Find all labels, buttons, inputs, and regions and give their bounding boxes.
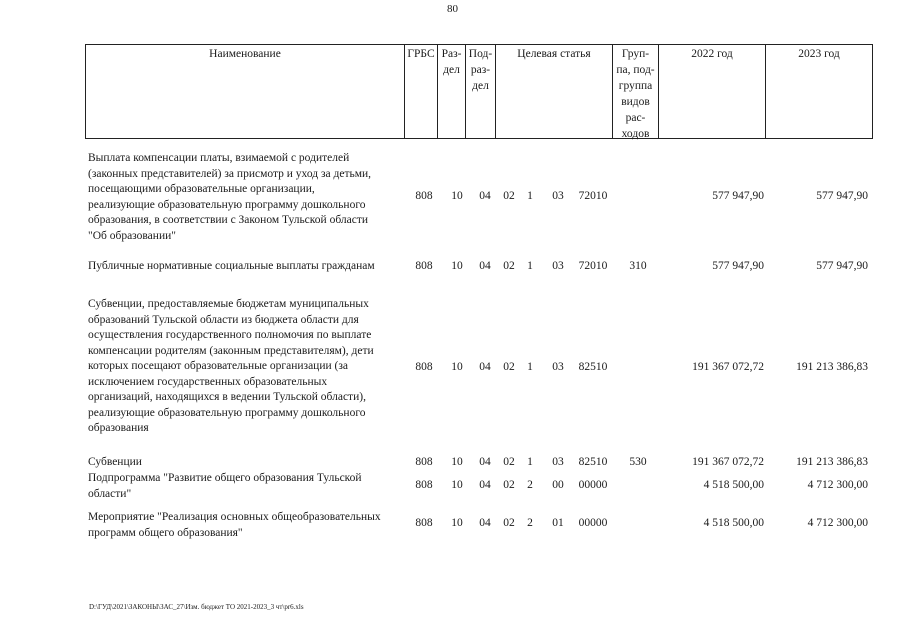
cell-target-code: 00000	[578, 479, 608, 491]
row-name-line: программ общего образования"	[88, 526, 243, 539]
cell-podrazdel: 04	[479, 479, 491, 491]
cell-2022: 4 518 500,00	[703, 479, 764, 491]
cell-razdel: 10	[451, 479, 463, 491]
cell-target-program: 02	[503, 456, 515, 468]
row-name-line: образований Тульской области из бюджета области для	[88, 313, 359, 326]
cell-target-code: 72010	[578, 260, 608, 272]
header-group-line: группа	[618, 80, 653, 92]
file-path-footer: D:\ГУД\2021\ЗАКОНЫ\ЗАС_27\Изм. бюджет ТО 2021-2023_3 чт\pr6.xls	[89, 603, 304, 611]
cell-grbs: 808	[415, 260, 433, 272]
cell-target-program: 02	[503, 260, 515, 272]
row-name-line: образования	[88, 422, 149, 434]
cell-grbs: 808	[415, 361, 433, 373]
table-row	[88, 455, 870, 471]
header-podrazdel	[466, 45, 496, 138]
header-razdel-line: дел	[443, 64, 460, 76]
cell-target-subprogram: 2	[527, 517, 533, 529]
cell-grbs: 808	[415, 456, 433, 468]
cell-target-subprogram: 1	[527, 361, 533, 373]
cell-target-event: 00	[552, 479, 564, 491]
header-group-line: па, под-	[616, 64, 655, 76]
cell-podrazdel: 04	[479, 260, 491, 272]
header-group-line: видов	[621, 96, 650, 108]
table-row	[88, 471, 870, 503]
cell-target-code: 72010	[578, 190, 608, 202]
cell-target-program: 02	[503, 361, 515, 373]
row-name-line: реализующие образовательную программу дошкольного	[88, 198, 366, 211]
header-target: Целевая статья	[496, 45, 613, 138]
table-row	[88, 151, 870, 246]
cell-target-code: 82510	[578, 361, 608, 373]
row-name-line: (законных представителей) за присмотр и уход за детьми,	[88, 167, 372, 180]
header-podrazdel-line: раз-	[470, 64, 491, 76]
cell-2022: 577 947,90	[712, 190, 764, 202]
cell-podrazdel: 04	[479, 361, 491, 373]
cell-target-event: 03	[552, 190, 564, 202]
cell-2023: 191 213 386,83	[796, 456, 868, 468]
row-name-line: исключением государственных образовательных	[88, 375, 328, 388]
cell-target-event: 01	[552, 517, 564, 529]
cell-target-event: 03	[552, 260, 564, 272]
cell-razdel: 10	[451, 361, 463, 373]
header-group	[613, 45, 659, 138]
row-name-line: Выплата компенсации платы, взимаемой с родителей	[88, 152, 350, 164]
cell-target-program: 02	[503, 190, 515, 202]
row-name-line: образования, в соответствии с Законом Тульской области	[88, 214, 369, 226]
cell-podrazdel: 04	[479, 517, 491, 529]
cell-grbs: 808	[415, 479, 433, 491]
cell-2022: 577 947,90	[712, 260, 764, 272]
table-row	[88, 259, 870, 275]
row-name	[88, 151, 406, 244]
cell-razdel: 10	[451, 190, 463, 202]
table-row	[88, 510, 870, 542]
header-podrazdel-line: Под-	[468, 48, 493, 60]
row-name	[88, 471, 406, 502]
cell-target-subprogram: 1	[527, 190, 533, 202]
header-grbs: ГРБС	[405, 45, 438, 138]
row-name-line: области"	[88, 487, 132, 500]
row-name-line: осуществления государственного полномочия по выплате	[88, 329, 372, 341]
cell-target-code: 00000	[578, 517, 608, 529]
row-name-line: Мероприятие "Реализация основных общеобразовательных	[88, 511, 381, 523]
cell-grbs: 808	[415, 517, 433, 529]
row-name-line: Подпрограмма "Развитие общего образования Тульской	[88, 472, 362, 484]
row-name	[88, 510, 418, 541]
cell-2022: 191 367 072,72	[692, 361, 764, 373]
cell-2022: 191 367 072,72	[692, 456, 764, 468]
cell-target-subprogram: 1	[527, 260, 533, 272]
table-row	[88, 297, 870, 439]
row-name-line: реализующие образовательную программу дошкольного	[88, 406, 366, 419]
cell-2023: 577 947,90	[816, 260, 868, 272]
row-name-line: компенсации родителям (законным представителям), дети	[88, 344, 374, 357]
cell-group: 310	[629, 260, 647, 272]
row-name-line: организаций, находящихся в ведении Тульской области),	[88, 391, 366, 403]
cell-podrazdel: 04	[479, 190, 491, 202]
cell-target-event: 03	[552, 456, 564, 468]
cell-razdel: 10	[451, 456, 463, 468]
cell-target-program: 02	[503, 479, 515, 491]
cell-razdel: 10	[451, 260, 463, 272]
cell-target-subprogram: 2	[527, 479, 533, 491]
row-name	[88, 455, 406, 471]
cell-2023: 577 947,90	[816, 190, 868, 202]
row-name-line: Публичные нормативные социальные выплаты гражданам	[88, 260, 375, 272]
cell-target-program: 02	[503, 517, 515, 529]
cell-2023: 191 213 386,83	[796, 361, 868, 373]
header-podrazdel-line: дел	[472, 80, 489, 92]
row-name-line: посещающими образовательные организации,	[88, 183, 315, 195]
header-razdel	[438, 45, 466, 138]
header-name: Наименование	[86, 45, 405, 138]
header-group-line: ходов	[621, 128, 650, 140]
row-name-line: Субвенции, предоставляемые бюджетам муниципальных	[88, 298, 369, 310]
row-name-line: "Об образовании"	[88, 229, 176, 242]
header-2023: 2023 год	[798, 48, 840, 60]
row-name	[88, 259, 418, 275]
table-header	[85, 44, 873, 139]
row-name-line: которых посещают образовательные организации (за	[88, 360, 348, 372]
cell-2022: 4 518 500,00	[703, 517, 764, 529]
cell-2023: 4 712 300,00	[807, 479, 868, 491]
page-number: 80	[447, 3, 458, 15]
cell-podrazdel: 04	[479, 456, 491, 468]
header-group-line: Груп-	[621, 48, 650, 60]
cell-target-code: 82510	[578, 456, 608, 468]
row-name-line: Субвенции	[88, 456, 142, 468]
cell-target-subprogram: 1	[527, 456, 533, 468]
cell-2023: 4 712 300,00	[807, 517, 868, 529]
cell-group: 530	[629, 456, 647, 468]
header-2022: 2022 год	[659, 45, 766, 138]
row-name	[88, 297, 406, 437]
cell-grbs: 808	[415, 190, 433, 202]
header-group-line: рас-	[625, 112, 646, 124]
cell-razdel: 10	[451, 517, 463, 529]
header-razdel-line: Раз-	[441, 48, 462, 60]
cell-target-event: 03	[552, 361, 564, 373]
